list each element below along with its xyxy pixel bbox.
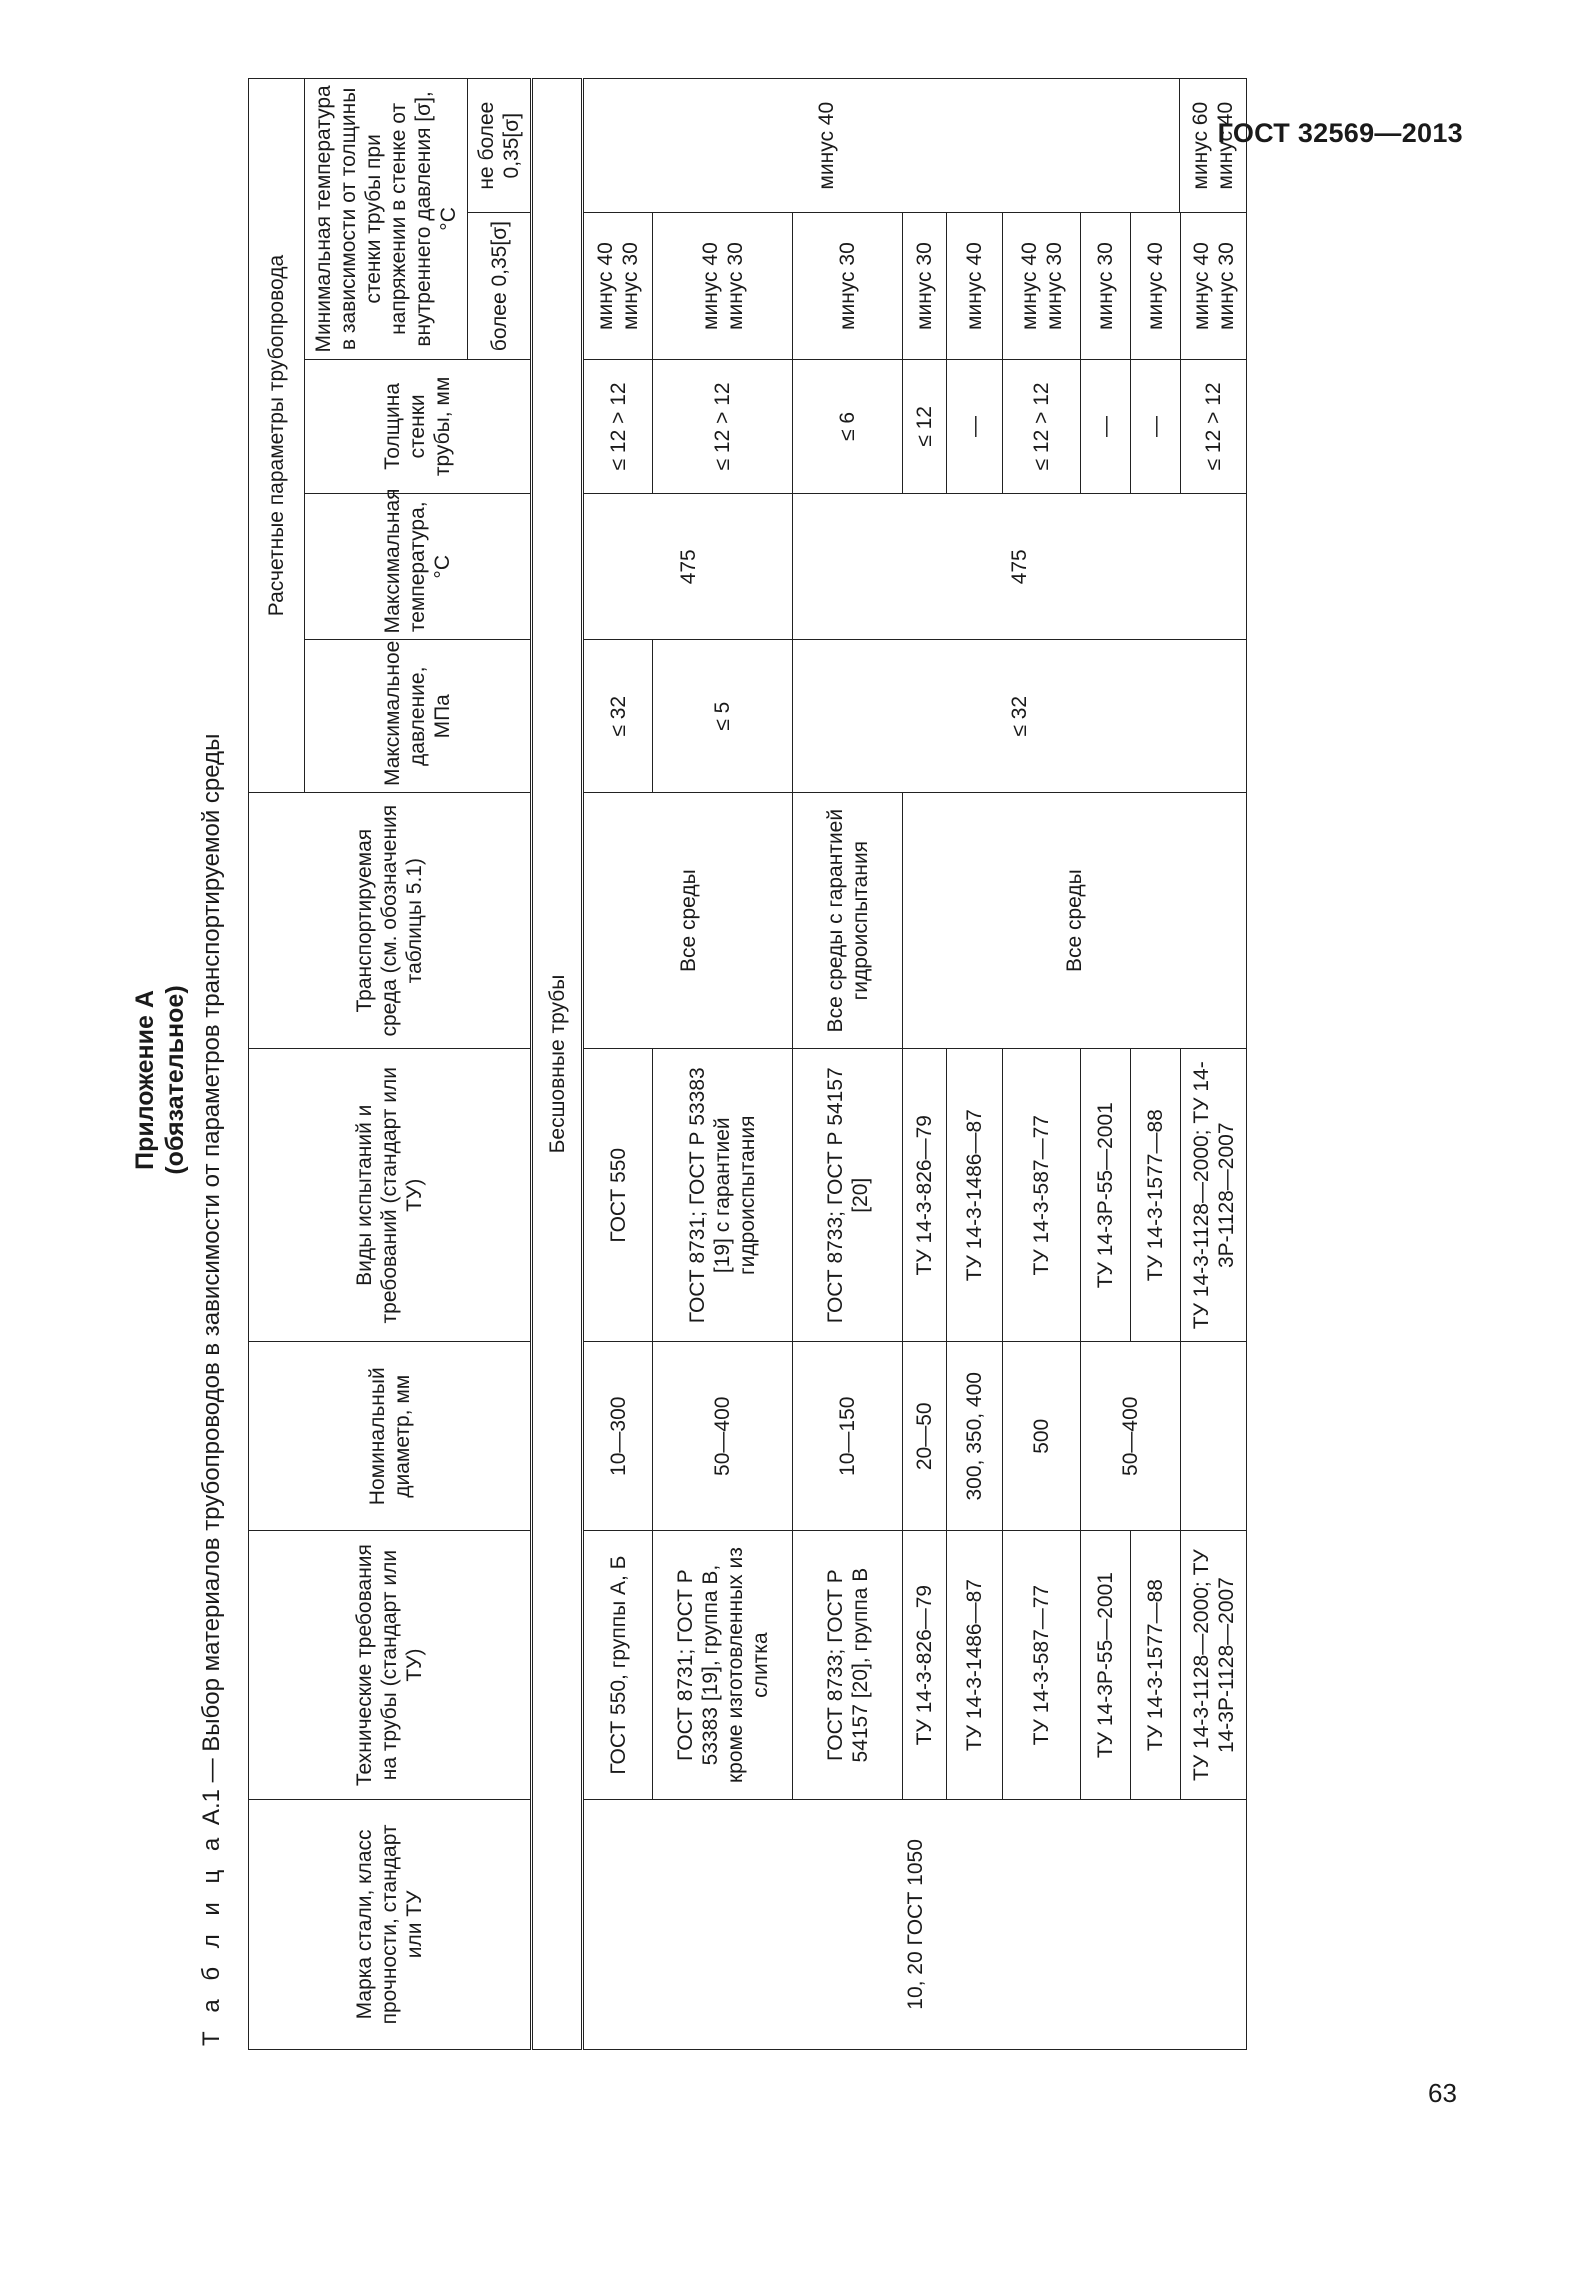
col-header-wall: Толщина стенки трубы, мм: [305, 359, 532, 493]
table-cell-wall: ≤ 6: [793, 359, 903, 493]
table-cell-tech: ТУ 14-3Р-55—2001: [1081, 1531, 1131, 1799]
table-cell-medium: Все среды: [903, 793, 1247, 1049]
table-cell-wall: —: [1131, 359, 1181, 493]
table-cell-tech: ГОСТ 8731; ГОСТ Р 53383 [19], группа В, кроме изготовленных из слитка: [653, 1531, 793, 1799]
page-number: 63: [1428, 2078, 1457, 2108]
col-header-nominal-diameter: Номинальный диаметр, мм: [249, 1342, 532, 1531]
table-cell-tech: ТУ 14-3-1486—87: [947, 1531, 1003, 1799]
table-cell-tech: ГОСТ 550, группы А, Б: [583, 1531, 653, 1799]
table-cell-wall: ≤ 12: [903, 359, 947, 493]
table-caption-text: А.1 — Выбор материалов трубопроводов в зависимости от параметров транспортируемой среды: [198, 733, 225, 1826]
table-cell-temp: 475: [583, 494, 793, 640]
col-header-medium: Транспортируемая среда (см. обозначения таблицы 5.1): [249, 793, 532, 1049]
table-cell-wall: —: [1081, 359, 1131, 493]
table-cell-wall: ≤ 12 > 12: [1003, 359, 1081, 493]
table-cell-tests: ТУ 14-3-826—79: [903, 1049, 947, 1342]
table-cell-tech: ГОСТ 8733; ГОСТ Р 54157 [20], группа В: [793, 1531, 903, 1799]
table-cell-dn: 10—300: [583, 1342, 653, 1531]
appendix-title: [130, 70, 190, 2090]
table-cell-min-over: минус 30: [1081, 213, 1131, 359]
table-cell-wall: —: [947, 359, 1003, 493]
table-cell-dn-empty: [1181, 1342, 1247, 1531]
table-cell-min-not-over-last: минус 60 минус 40: [1179, 79, 1238, 212]
col-header-tech-requirements: Технические требования на трубы (стандарт или ТУ): [249, 1531, 532, 1799]
materials-table: [248, 78, 1247, 2050]
table-cell-medium: Все среды с гарантией гидроиспытания: [793, 793, 903, 1049]
table-cell-min-over: минус 40 минус 30: [583, 213, 653, 359]
table-cell-tests: ТУ 14-3-1577—88: [1131, 1049, 1181, 1342]
col-header-not-over: не более 0,35[σ]: [468, 79, 532, 213]
table-cell-min-over: минус 40 минус 30: [653, 213, 793, 359]
rotated-page-content: [108, 70, 1508, 2090]
table-cell-tech: ТУ 14-3-1128—2000; ТУ 14-3Р-1128—2007: [1181, 1531, 1247, 1799]
table-cell-medium: Все среды: [583, 793, 793, 1049]
table-cell-tech: ТУ 14-3-587—77: [1003, 1531, 1081, 1799]
appendix-heading: Приложение А: [131, 990, 159, 1170]
col-header-calc-params: Расчетные параметры трубопровода: [249, 79, 305, 793]
table-cell-pressure: ≤ 32: [793, 640, 1247, 793]
table-cell-pressure: ≤ 32: [583, 640, 653, 793]
table-cell-tech: ТУ 14-3-826—79: [903, 1531, 947, 1799]
table-caption: [198, 734, 226, 2046]
table-cell-tests: ГОСТ 8733; ГОСТ Р 54157 [20]: [793, 1049, 903, 1342]
table-cell-dn: 50—400: [1081, 1342, 1181, 1531]
table-cell-min-not-over: минус 40 минус 60 минус 40: [583, 79, 1247, 213]
table-cell-tests: ГОСТ 8731; ГОСТ Р 53383 [19] с гарантией гидроиспытания: [653, 1049, 793, 1342]
table-cell-min-over: минус 40: [947, 213, 1003, 359]
appendix-subheading: (обязательное): [161, 985, 189, 1175]
table-cell-dn: 10—150: [793, 1342, 903, 1531]
table-cell-wall: ≤ 12 > 12: [653, 359, 793, 493]
table-cell-tests: ТУ 14-3-1486—87: [947, 1049, 1003, 1342]
table-cell-dn: 20—50: [903, 1342, 947, 1531]
table-cell-dn: 500: [1003, 1342, 1081, 1531]
table-cell-dn: 300, 350, 400: [947, 1342, 1003, 1531]
col-header-max-temp: Максимальная температура, °C: [305, 494, 532, 640]
table-cell-tests: ТУ 14-3-587—77: [1003, 1049, 1081, 1342]
table-caption-prefix: Т а б л и ц а: [198, 1831, 225, 2046]
col-header-tests: Виды испытаний и требований (стандарт или ТУ): [249, 1049, 532, 1342]
table-cell-min-over: минус 30: [903, 213, 947, 359]
materials-table-wrap: [248, 78, 1247, 2050]
table-cell-tests: ТУ 14-3-1128—2000; ТУ 14-3Р-1128—2007: [1181, 1049, 1247, 1342]
section-title: Бесшовные трубы: [532, 79, 583, 2050]
table-cell-pressure: ≤ 5: [653, 640, 793, 793]
table-cell-tests: ТУ 14-3Р-55—2001: [1081, 1049, 1131, 1342]
standard-header: ГОСТ 32569—2013: [1217, 118, 1463, 148]
table-cell-wall: ≤ 12 > 12: [1181, 359, 1247, 493]
col-header-over: более 0,35[σ]: [468, 213, 532, 359]
table-cell-tech: ТУ 14-3-1577—88: [1131, 1531, 1181, 1799]
table-cell-min-over: минус 40 минус 30: [1181, 213, 1247, 359]
table-cell-temp: 475: [793, 494, 1247, 640]
table-cell-wall: ≤ 12 > 12: [583, 359, 653, 493]
table-cell-tests: ГОСТ 550: [583, 1049, 653, 1342]
col-header-min-temp: Минимальная температура в зависимости от толщины стенки трубы при напряжении в стенке от внутреннего давления [σ], °C: [305, 79, 468, 360]
steel-grade-cell: 10, 20 ГОСТ 1050: [583, 1799, 1247, 2049]
table-cell-min-over: минус 30: [793, 213, 903, 359]
table-cell-min-over: минус 40: [1131, 213, 1181, 359]
table-cell-dn: 50—400: [653, 1342, 793, 1531]
col-header-max-pressure: Максимальное давление, МПа: [305, 640, 532, 793]
table-cell-min-over: минус 40 минус 30: [1003, 213, 1081, 359]
col-header-steel-grade: Марка стали, класс прочности, стандарт или ТУ: [249, 1799, 532, 2049]
